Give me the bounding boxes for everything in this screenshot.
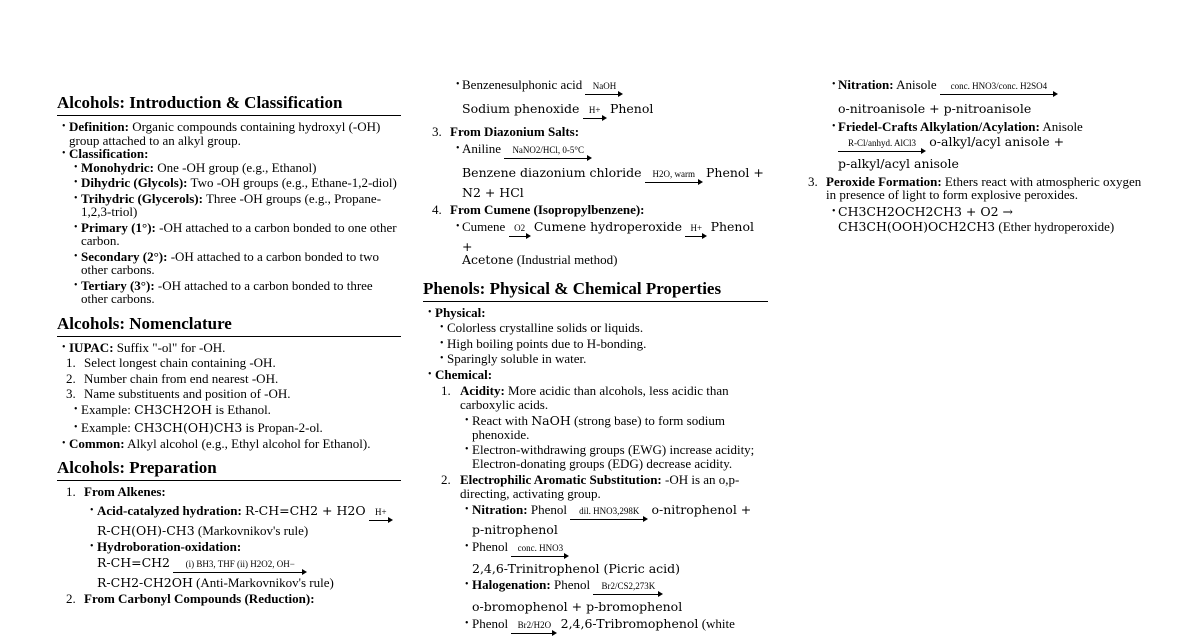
eas-item: 2. Electrophilic Aromatic Substitution: -OH is an o,p-directing, activating group.: [441, 472, 740, 501]
prep-hydro-item: • Hydroboration-oxidation: R-CH=CH2 (i) BH3, THF (ii) H2O2, OH− R-CH2-CH2OH (Anti-Markovnikov's rule): [57, 540, 401, 589]
cumene-item: • Cumene O2 Cumene hydroperoxide H+ Phenol + Acetone (Industrial method): [423, 220, 768, 267]
phenol-props-list: [423, 306, 768, 637]
friedel-crafts-item: • Friedel-Crafts Alkylation/Acylation: Anisole R-Cl/anhyd. AlCl3 o-alkyl/acyl anisole + p-alkyl/acyl anisole: [808, 120, 1148, 171]
reaction-arrow: H+: [583, 106, 607, 122]
acidity-item: 1. Acidity: More acidic than alcohols, less acidic than carboxylic acids.: [441, 383, 729, 412]
benzene-sulphonic-item: • Benzenesulphonic acid NaOH Sodium phenoxide H+ Phenol: [423, 78, 768, 122]
halogenation-item: • Halogenation: Phenol Br2/CS2,273K o-bromophenol + p-bromophenol: [423, 578, 768, 614]
reaction-arrow: conc. HNO3/conc. H2SO4: [940, 82, 1058, 98]
iupac-item: • IUPAC: Suffix "-ol" for -OH.: [57, 341, 401, 355]
reaction-arrow: (i) BH3, THF (ii) H2O2, OH−: [173, 560, 307, 576]
nomenclature-list: [57, 341, 401, 451]
section-title-phenol-props: Phenols: Physical & Chemical Properties: [423, 279, 768, 302]
reaction-arrow: H+: [685, 224, 707, 240]
class-item: • Primary (1°): -OH attached to a carbon bonded to one other carbon.: [57, 221, 401, 248]
physical-item: • Physical:: [423, 306, 768, 320]
reaction-arrow: dil. HNO3,298K: [570, 507, 648, 523]
aniline-item: • Aniline NaNO2/HCl, 0-5°C Benzene diazonium chloride H2O, warm Phenol + N2 + HCl: [423, 142, 768, 200]
class-item: • Trihydric (Glycerols): Three -OH groups (e.g., Propane-1,2,3-triol): [57, 192, 401, 219]
bromine-water-item: • Phenol Br2/H2O 2,4,6-Tribromophenol (white: [423, 617, 768, 637]
nomenclature-step: 3. Name substituents and position of -OH.: [66, 386, 291, 401]
reaction-arrow: NaOH: [585, 82, 623, 98]
preparation-list: [57, 485, 401, 606]
class-item: • Tertiary (3°): -OH attached to a carbon bonded to three other carbons.: [57, 279, 401, 306]
classification-item: • Classification:: [57, 147, 401, 161]
phenol-prep-step: 3. From Diazonium Salts:: [432, 124, 580, 139]
nomenclature-step: 2. Number chain from end nearest -OH.: [66, 370, 279, 386]
prep-step: 2. From Carbonyl Compounds (Reduction):: [66, 591, 315, 606]
reaction-arrow: NaNO2/HCl, 0-5°C: [504, 146, 592, 162]
anisole-nitration-item: • Nitration: Anisole conc. HNO3/conc. H2SO4 o-nitroanisole + p-nitroanisole: [808, 78, 1148, 116]
phenol-prep-step: 4. From Cumene (Isopropylbenzene):: [432, 202, 645, 217]
reaction-arrow: O2: [509, 224, 531, 240]
class-item: • Secondary (2°): -OH attached to a carbon bonded to two other carbons.: [57, 250, 401, 277]
section-title-intro: Alcohols: Introduction & Classification: [57, 93, 401, 116]
prep-step: 1. From Alkenes:: [66, 484, 166, 499]
column-1: [57, 80, 401, 606]
ether-list: [808, 78, 1148, 234]
column-3: [808, 78, 1148, 234]
intro-list: [57, 120, 401, 306]
column-2: [423, 78, 768, 637]
reaction-arrow: Br2/CS2,273K: [593, 582, 663, 598]
class-item: • Monohydric: One -OH group (e.g., Ethanol): [57, 161, 401, 175]
example-item: • Example: CH3CH2OH is Ethanol.: [57, 403, 401, 417]
example-item: • Example: CH3CH(OH)CH3 is Propan-2-ol.: [57, 421, 401, 435]
acidity-point: • React with NaOH (strong base) to form sodium phenoxide.: [423, 414, 768, 441]
physical-prop: • Colorless crystalline solids or liquids.: [423, 321, 768, 335]
reaction-arrow: Br2/H2O: [511, 621, 557, 637]
chemical-item: • Chemical:: [423, 368, 768, 382]
physical-prop: • High boiling points due to H-bonding.: [423, 337, 768, 351]
definition-item: • Definition: Organic compounds containing hydroxyl (-OH) group attached to an alkyl group.: [57, 120, 401, 147]
common-item: • Common: Alkyl alcohol (e.g., Ethyl alcohol for Ethanol).: [57, 437, 401, 451]
nomenclature-step: 1. Select longest chain containing -OH.: [66, 355, 276, 370]
class-item: • Dihydric (Glycols): Two -OH groups (e.g., Ethane-1,2-diol): [57, 176, 401, 190]
reaction-arrow: H+: [369, 508, 393, 524]
reaction-arrow: H2O, warm: [645, 170, 703, 186]
peroxide-equation: • CH3CH2OCH2CH3 + O2 → CH3CH(OOH)OCH2CH3 (Ether hydroperoxide): [808, 205, 1148, 234]
nitration-item: • Nitration: Phenol dil. HNO3,298K o-nitrophenol + p-nitrophenol: [423, 503, 768, 537]
section-title-nomenclature: Alcohols: Nomenclature: [57, 314, 401, 337]
reaction-arrow: conc. HNO3: [511, 544, 569, 560]
prep-acid-item: • Acid-catalyzed hydration: R-CH=CH2 + H2O H+ R-CH(OH)-CH3 (Markovnikov's rule): [57, 504, 401, 538]
acidity-point: • Electron-withdrawing groups (EWG) increase acidity; Electron-donating groups (EDG) decrease acidity.: [423, 443, 768, 470]
physical-prop: • Sparingly soluble in water.: [423, 352, 768, 366]
section-title-preparation: Alcohols: Preparation: [57, 458, 401, 481]
phenol-prep-list: [423, 78, 768, 267]
peroxide-item: 3. Peroxide Formation: Ethers react with atmospheric oxygen in presence of light to form explosive peroxides.: [808, 173, 1142, 202]
reaction-arrow: R-Cl/anhyd. AlCl3: [838, 139, 926, 155]
conc-nitration-item: • Phenol conc. HNO3 2,4,6-Trinitrophenol (Picric acid): [423, 540, 768, 576]
